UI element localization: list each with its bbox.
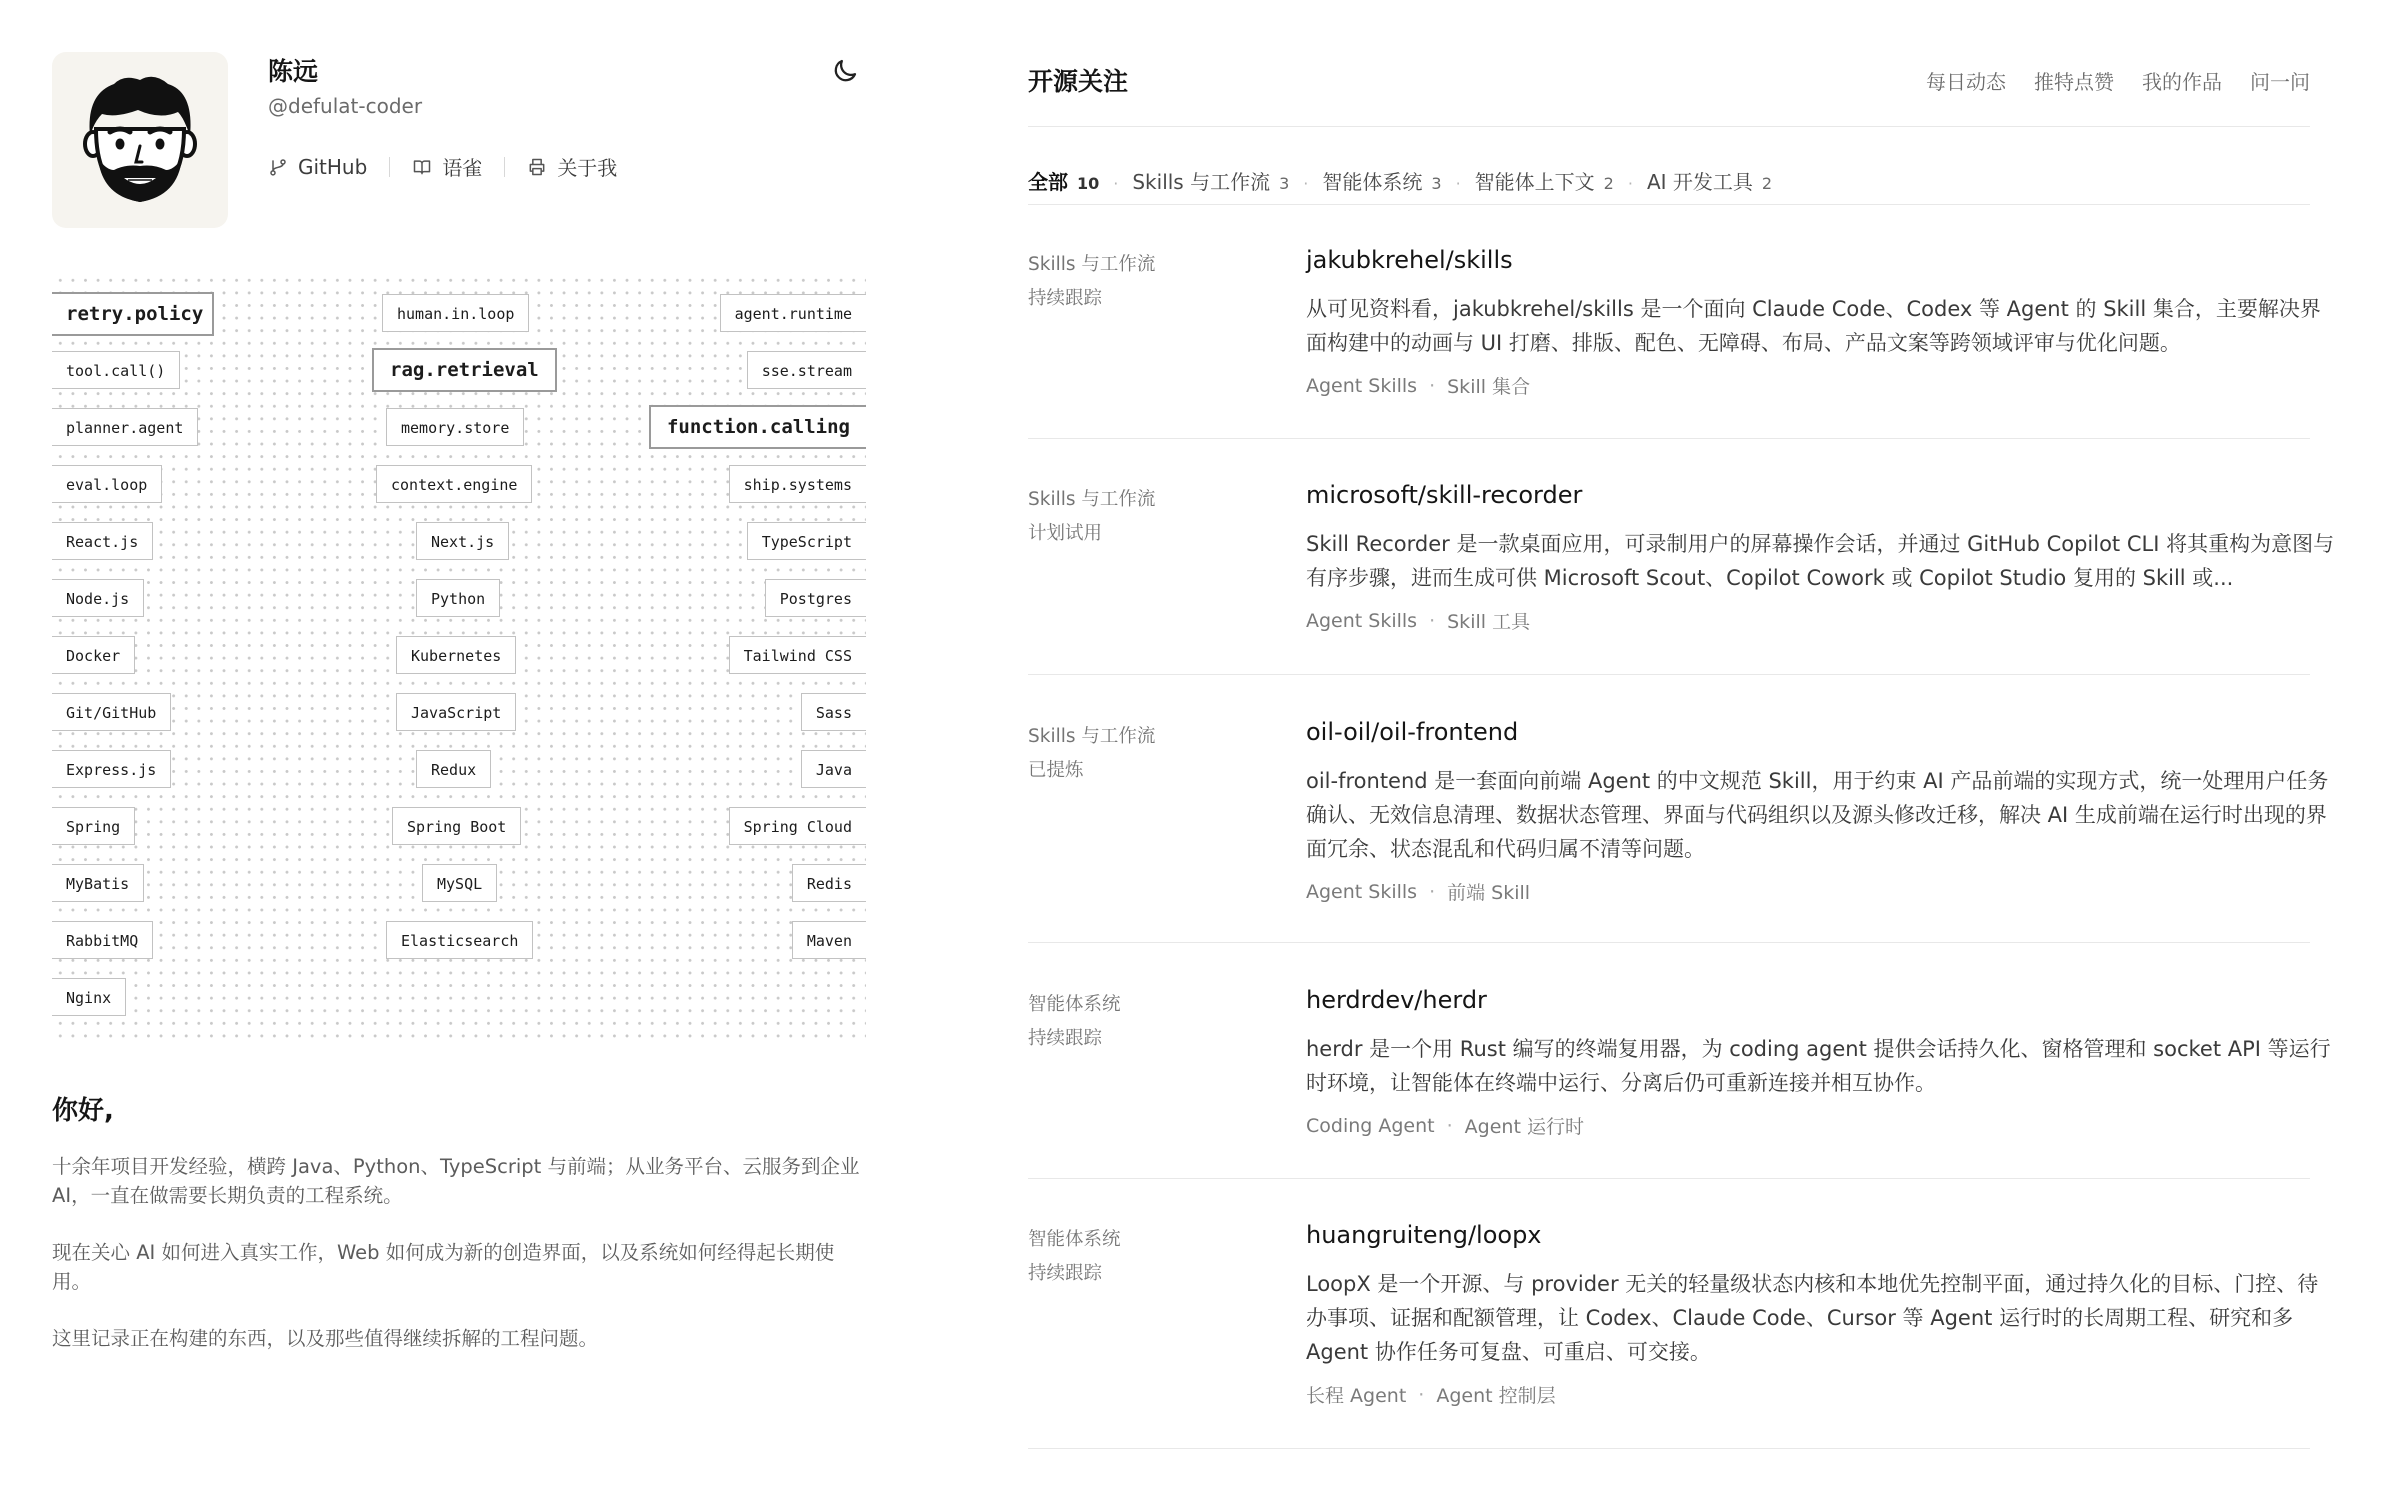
entry-description: oil-frontend 是一套面向前端 Agent 的中文规范 Skill，用于约束 AI 产品前端的实现方式，统一处理用户任务确认、无效信息清理、数据状态管理、界面与代码组织以及源头修改迁移，解决 AI 生成前端在运行时出现的界面冗余、状态混乱和代码归属不清等问题。 [1306, 769, 2329, 861]
tag: Python [416, 579, 500, 617]
entry-description: 从可见资料看，jakubkrehel/skills 是一个面向 Claude Code、Codex 等 Agent 的 Skill 集合，主要解决界面构建中的动画与 UI 打磨、排版、配色、无障碍、布局、产品文案等跨领域评审与优化问题。 [1306, 297, 2321, 355]
tag: retry.policy [52, 292, 214, 336]
yuque-link[interactable] [412, 152, 482, 181]
entry-tags [1306, 1381, 1556, 1408]
entry-tag: Skill 工具 [1447, 611, 1531, 633]
tag: Node.js [52, 579, 144, 617]
entry-tags [1306, 878, 1530, 905]
entry-tag: Agent 运行时 [1464, 1116, 1584, 1138]
yuque-link-label: 语雀 [442, 156, 483, 180]
tag: Next.js [416, 522, 509, 560]
tag: RabbitMQ [52, 921, 153, 959]
top-nav [1926, 66, 2310, 95]
tag: Maven [792, 921, 866, 959]
divider [1028, 1178, 2310, 1179]
tag: memory.store [386, 408, 524, 446]
filter-ai-dev-tools[interactable]: AI 开发工具 2 [1646, 170, 1773, 194]
divider [1028, 1448, 2310, 1449]
profile-name: 陈远 [268, 57, 319, 86]
tag: Spring Boot [392, 807, 521, 845]
entry-category: 智能体系统 [1028, 1229, 1121, 1250]
intro-paragraph: 十余年项目开发经验，横跨 Java、Python、TypeScript 与前端；从业务平台、云服务到企业 AI，一直在做需要长期负责的工程系统。 [52, 1155, 860, 1207]
tag-separator: · [1429, 880, 1436, 903]
entry-tag: Agent Skills [1306, 880, 1418, 903]
nav-daily[interactable]: 每日动态 [1926, 70, 2006, 94]
entry-description: herdr 是一个用 Rust 编写的终端复用器，为 coding agent 提供会话持久化、窗格管理和 socket API 等运行时环境，让智能体在终端中运行、分离后仍可重新连接并相互协作。 [1306, 1037, 2331, 1095]
tag: Redis [792, 864, 866, 902]
tech-tag-board [52, 272, 866, 1042]
about-link-label: 关于我 [557, 156, 618, 180]
tag: Docker [52, 636, 135, 674]
filter-agent-systems[interactable]: 智能体系统 3 [1322, 170, 1442, 194]
divider [1028, 438, 2310, 439]
entry-tags [1306, 372, 1530, 399]
tag: Nginx [52, 978, 126, 1016]
tag: React.js [52, 522, 153, 560]
tag: function.calling [649, 405, 866, 449]
tag: Postgres [765, 579, 866, 617]
entry-repo-link[interactable]: huangruiteng/loopx [1306, 1221, 1542, 1249]
link-divider [504, 157, 505, 177]
tag: ship.systems [729, 465, 866, 503]
tag: rag.retrieval [372, 348, 557, 392]
entry-description: Skill Recorder 是一款桌面应用，可录制用户的屏幕操作会话，并通过 GitHub Copilot CLI 将其重构为意图与有序步骤，进而生成可供 Microsoft Scout、Copilot Cowork 或 Copilot Studio 复用的 Skill 或... [1306, 532, 2335, 590]
tag: planner.agent [52, 408, 198, 446]
theme-toggle-button[interactable] [830, 56, 860, 86]
entry-status: 计划试用 [1028, 523, 1103, 544]
tag: MyBatis [52, 864, 144, 902]
entry-repo-link[interactable]: microsoft/skill-recorder [1306, 481, 1583, 509]
filter-skills-workflow[interactable]: Skills 与工作流 3 [1132, 170, 1290, 194]
entry-tag: Agent Skills [1306, 609, 1418, 632]
tag: context.engine [376, 465, 532, 503]
avatar [52, 52, 228, 228]
tag: Java [801, 750, 866, 788]
tag: Tailwind CSS [729, 636, 866, 674]
filter-bar [1028, 166, 1772, 195]
nav-ask[interactable]: 问一问 [2250, 70, 2310, 94]
entry-repo-link[interactable]: oil-oil/oil-frontend [1306, 718, 1519, 746]
tag: Express.js [52, 750, 171, 788]
divider [1028, 204, 2310, 205]
tag: Elasticsearch [386, 921, 533, 959]
entry-description: LoopX 是一个开源、与 provider 无关的轻量级状态内核和本地优先控制平面，通过持久化的目标、门控、待办事项、证据和配额管理，让 Codex、Claude Code、Cursor 等 Agent 运行时的长周期工程、研究和多 Agent 协作任务可复盘、可重启、可交接。 [1306, 1272, 2319, 1364]
entry-tags [1306, 1112, 1584, 1139]
tag-separator: · [1429, 374, 1436, 397]
entry-tag: Coding Agent [1306, 1114, 1435, 1137]
feed-title: 开源关注 [1028, 67, 1129, 96]
tag: Spring Cloud [729, 807, 866, 845]
entry-status: 持续跟踪 [1028, 288, 1103, 309]
filter-separator: · [1113, 174, 1119, 193]
tag-separator: · [1429, 609, 1436, 632]
entry-tags [1306, 607, 1530, 634]
tag: eval.loop [52, 465, 162, 503]
entry-tag: Skill 集合 [1447, 376, 1531, 398]
git-branch-icon [268, 157, 288, 177]
profile-links [268, 152, 617, 181]
filter-separator: · [1627, 174, 1633, 193]
profile-handle: @defulat-coder [268, 94, 423, 118]
tag: MySQL [422, 864, 497, 902]
tag-separator: · [1418, 1383, 1425, 1406]
tag: Redux [416, 750, 491, 788]
tag: Kubernetes [396, 636, 516, 674]
intro-paragraph: 现在关心 AI 如何进入真实工作，Web 如何成为新的创造界面，以及系统如何经得起长期使用。 [52, 1241, 835, 1293]
nav-twitter-likes[interactable]: 推特点赞 [2034, 70, 2114, 94]
tag: Spring [52, 807, 135, 845]
printer-icon [527, 157, 547, 177]
entry-repo-link[interactable]: jakubkrehel/skills [1306, 246, 1513, 274]
entry-repo-link[interactable]: herdrdev/herdr [1306, 986, 1487, 1014]
filter-separator: · [1455, 174, 1461, 193]
link-divider [389, 157, 390, 177]
about-link[interactable] [527, 152, 617, 181]
moon-icon [830, 56, 860, 86]
entry-tag: 长程 Agent [1306, 1385, 1407, 1407]
greeting-heading: 你好, [52, 1096, 114, 1126]
tag: Sass [801, 693, 866, 731]
filter-agent-context[interactable]: 智能体上下文 2 [1474, 170, 1614, 194]
entry-category: Skills 与工作流 [1028, 726, 1156, 747]
filter-separator: · [1303, 174, 1309, 193]
intro-paragraph: 这里记录正在构建的东西，以及那些值得继续拆解的工程问题。 [52, 1327, 599, 1350]
entry-status: 持续跟踪 [1028, 1263, 1103, 1284]
entry-tag: Agent Skills [1306, 374, 1418, 397]
entry-category: 智能体系统 [1028, 994, 1121, 1015]
nav-my-works[interactable]: 我的作品 [2142, 70, 2222, 94]
entry-status: 已提炼 [1028, 760, 1084, 781]
tag: Git/GitHub [52, 693, 171, 731]
entry-tag: 前端 Skill [1447, 882, 1531, 904]
tag: JavaScript [396, 693, 516, 731]
tag: human.in.loop [382, 294, 529, 332]
github-link[interactable] [268, 155, 367, 179]
entry-status: 持续跟踪 [1028, 1028, 1103, 1049]
divider [1028, 942, 2310, 943]
tag-separator: · [1446, 1114, 1453, 1137]
tag: agent.runtime [720, 294, 866, 332]
entry-tag: Agent 控制层 [1436, 1385, 1556, 1407]
tag: tool.call() [52, 351, 180, 389]
avatar-illustration [80, 74, 200, 206]
tag: TypeScript [747, 522, 866, 560]
entry-category: Skills 与工作流 [1028, 489, 1156, 510]
entry-category: Skills 与工作流 [1028, 254, 1156, 275]
github-link-label: GitHub [298, 154, 368, 179]
tag: sse.stream [747, 351, 866, 389]
divider [1028, 126, 2310, 127]
filter-all[interactable]: 全部 10 [1028, 170, 1100, 194]
divider [1028, 674, 2310, 675]
book-icon [412, 157, 432, 177]
